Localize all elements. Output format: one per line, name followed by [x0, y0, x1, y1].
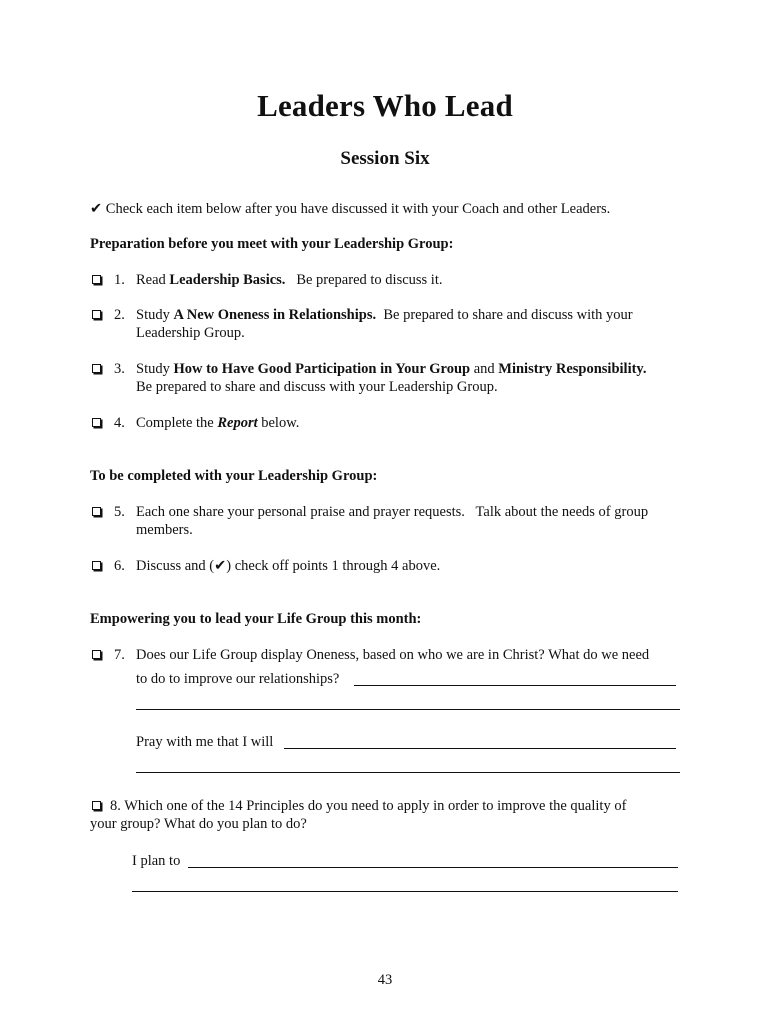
checklist-item-7 — [92, 646, 692, 664]
item-number: 7. — [114, 647, 125, 663]
checklist-item-5 — [92, 503, 692, 539]
item-7-question-line: to do to improve our relationships? — [136, 671, 340, 687]
item-text: Read Leadership Basics. Be prepared to discuss it. — [136, 272, 443, 288]
item-number: 8. — [110, 798, 121, 814]
section-heading-empowering: Empowering you to lead your Life Group this month: — [90, 611, 422, 627]
answer-line[interactable] — [188, 867, 678, 868]
intro-instruction: Check each item below after you have discussed it with your Coach and other Leaders. — [105, 201, 611, 217]
page-number: 43 — [377, 972, 393, 988]
checklist-item-8 — [90, 797, 626, 833]
item-number: 2. — [114, 307, 125, 323]
answer-line[interactable] — [284, 748, 676, 749]
item-text: Study A New Oneness in Relationships. Be prepared to share and discuss with your Leadership Group. — [136, 307, 633, 341]
checkbox-icon[interactable] — [92, 418, 101, 427]
checkbox-icon[interactable] — [92, 801, 101, 810]
item-text: Complete the Report below. — [136, 415, 300, 431]
plan-prompt: I plan to — [132, 853, 181, 869]
answer-line[interactable] — [136, 772, 680, 773]
checkbox-icon[interactable] — [92, 275, 101, 284]
pray-prompt: Pray with me that I will — [136, 734, 274, 750]
item-text-continued: your group? What do you plan to do? — [90, 816, 307, 832]
answer-line[interactable] — [132, 891, 678, 892]
item-text: Does our Life Group display Oneness, based on who we are in Christ? What do we need — [136, 647, 650, 663]
item-text: Each one share your personal praise and prayer requests. Talk about the needs of group members. — [136, 504, 649, 538]
intro-text — [90, 200, 610, 218]
check-mark-icon: ✔ — [90, 201, 103, 217]
item-text: Discuss and (✔) check off points 1 through 4 above. — [136, 558, 441, 574]
checkbox-icon[interactable] — [92, 507, 101, 516]
checkbox-icon[interactable] — [92, 364, 101, 373]
checklist-item-4 — [92, 414, 692, 432]
answer-line[interactable] — [354, 685, 676, 686]
check-mark-icon: ✔ — [214, 558, 227, 574]
page-title: Leaders Who Lead — [257, 88, 513, 123]
checklist-item-2 — [92, 306, 692, 342]
item-text: Which one of the 14 Principles do you need to apply in order to improve the quality of — [124, 798, 627, 814]
item-number: 1. — [114, 272, 125, 288]
item-number: 6. — [114, 558, 125, 574]
checklist-item-6 — [92, 557, 692, 575]
page-subtitle: Session Six — [340, 148, 430, 169]
item-text: Study How to Have Good Participation in Your Group and Ministry Responsibility. Be prepared to share and discuss with your Leadership Group. — [136, 361, 647, 395]
item-number: 3. — [114, 361, 125, 377]
checkbox-icon[interactable] — [92, 650, 101, 659]
answer-line[interactable] — [136, 709, 680, 710]
checkbox-icon[interactable] — [92, 561, 101, 570]
section-heading-preparation: Preparation before you meet with your Leadership Group: — [90, 236, 454, 252]
checkbox-icon[interactable] — [92, 310, 101, 319]
item-number: 5. — [114, 504, 125, 520]
item-number: 4. — [114, 415, 125, 431]
checklist-item-3 — [92, 360, 692, 396]
checklist-item-1 — [92, 271, 692, 289]
section-heading-with-group: To be completed with your Leadership Group: — [90, 468, 378, 484]
